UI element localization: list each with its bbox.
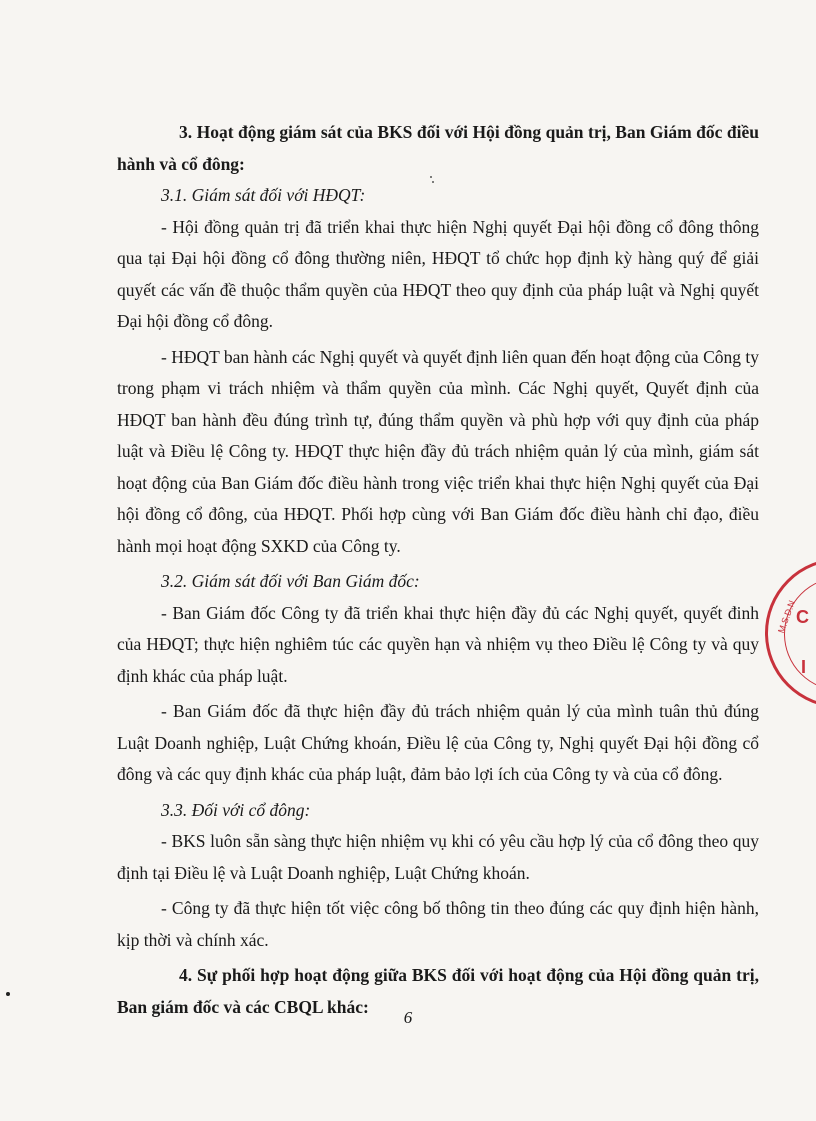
paragraph-3-3-b: - Công ty đã thực hiện tốt việc công bố thông tin theo đúng các quy định hiện hành, kịp thời và chính xác.	[117, 898, 759, 950]
stamp-inner-ring	[784, 577, 816, 691]
scan-speck	[6, 992, 10, 996]
stamp-letter-c: C	[796, 607, 809, 627]
paragraph-3-2-a: - Ban Giám đốc Công ty đã triển khai thực hiện đầy đủ các Nghị quyết, quyết đinh của HĐQT; thực hiện nghiêm túc các quyền hạn và nhiệm vụ theo Điều lệ Công ty và quy định khác của pháp luật.	[117, 602, 759, 686]
stamp-letter-i: I	[801, 657, 807, 677]
paragraph-3-1-a: - Hội đồng quản trị đã triển khai thực hiện Nghị quyết Đại hội đồng cổ đông thông qua tại Đại hội đồng cổ đông thường niên, HĐQT tổ chức họp định kỳ hàng quý để giải quyết các vấn đề thuộc thẩm quyền của HĐQT theo quy định của pháp luật và Nghị quyết Đại hội đồng cổ đông.	[117, 216, 759, 331]
section-3-heading: 3. Hoạt động giám sát của BKS đối với Hội đồng quản trị, Ban Giám đốc điều hành và cổ đông:	[117, 122, 759, 174]
document-body	[117, 117, 759, 1023]
paragraph-3-2-b: - Ban Giám đốc đã thực hiện đầy đủ trách nhiệm quản lý của mình tuân thủ đúng Luật Doanh nghiệp, Luật Chứng khoán, Điều lệ của Công ty, Nghị quyết Đại hội đồng cổ đông và các quy định khác của pháp luật, đảm bảo lợi ích của Công ty và của cổ đông.	[117, 701, 759, 784]
subsection-3-3-heading: 3.3. Đối với cổ đông:	[161, 799, 311, 820]
paragraph-3-1-b: - HĐQT ban hành các Nghị quyết và quyết định liên quan đến hoạt động của Công ty trong phạm vi trách nhiệm và thẩm quyền của mình. Các Nghị quyết, Quyết định của HĐQT ban hành đều đúng trình tự, đúng thẩm quyền và phù hợp với quy định của pháp luật và Điều lệ Công ty. HĐQT thực hiện đầy đủ trách nhiệm quản lý của mình, giám sát hoạt động của Ban Giám đốc điều hành trong việc triển khai thực hiện Nghị quyết của Đại hội đồng cổ đông, của HĐQT. Phối hợp cùng với Ban Giám đốc điều hành chỉ đạo, điều hành mọi hoạt động SXKD của Công ty.	[117, 346, 759, 556]
company-seal-stamp	[765, 558, 816, 708]
scan-speck	[432, 181, 434, 183]
subsection-3-2-heading: 3.2. Giám sát đối với Ban Giám đốc:	[161, 571, 420, 591]
section-4-heading: 4. Sự phối hợp hoạt động giữa BKS đối với hoạt động của Hội đồng quản trị, Ban giám đốc và các CBQL khác:	[117, 965, 759, 1017]
stamp-code-text: M.S.D.N	[776, 599, 798, 635]
page-number: 6	[403, 1008, 413, 1027]
paragraph-3-3-a: - BKS luôn sẵn sàng thực hiện nhiệm vụ khi có yêu cầu hợp lý của cổ đông theo quy định tại Điều lệ và Luật Doanh nghiệp, Luật Chứng khoán.	[117, 831, 759, 883]
scan-speck	[430, 176, 432, 178]
subsection-3-1-heading: 3.1. Giám sát đối với HĐQT:	[161, 185, 366, 205]
